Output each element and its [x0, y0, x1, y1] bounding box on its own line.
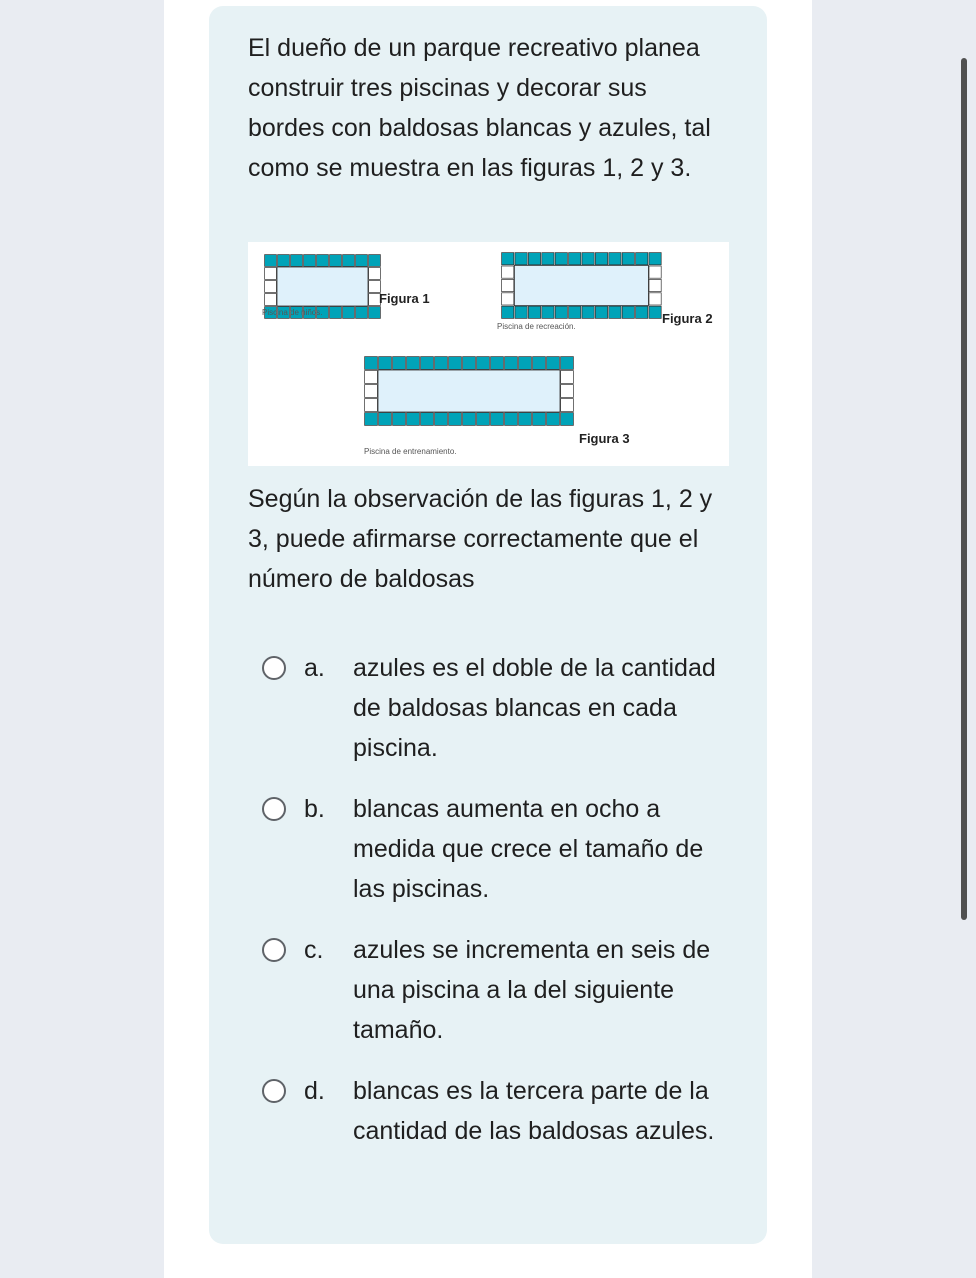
- white-tile: [561, 399, 574, 412]
- blue-tile: [622, 306, 634, 318]
- blue-tile: [343, 255, 355, 267]
- option-c-letter: c.: [304, 936, 324, 964]
- blue-tile: [491, 413, 504, 426]
- figure-3-label: Figura 3: [579, 431, 630, 446]
- blue-tile: [555, 253, 567, 265]
- blue-tile: [533, 357, 546, 370]
- question-prompt: Según la observación de las figuras 1, 2 y 3, puede afirmarse correctamente que el número de baldosas: [248, 485, 713, 593]
- blue-tile: [519, 413, 532, 426]
- blue-tile: [369, 255, 381, 267]
- blue-tile: [477, 413, 490, 426]
- blue-tile: [449, 357, 462, 370]
- option-a-text: azules es el doble de la cantidad de baldosas blancas en cada piscina.: [353, 654, 716, 762]
- white-tile: [265, 268, 277, 280]
- blue-tile: [582, 253, 594, 265]
- option-a[interactable]: [262, 648, 732, 768]
- option-b-text: blancas aumenta en ocho a medida que crece el tamaño de las piscinas.: [353, 795, 704, 903]
- option-c-text: azules se incrementa en seis de una piscina a la del siguiente tamaño.: [353, 936, 711, 1044]
- blue-tile: [502, 306, 514, 318]
- blue-tile: [369, 307, 381, 319]
- blue-tile: [515, 306, 527, 318]
- option-d-letter: d.: [304, 1077, 325, 1105]
- blue-tile: [330, 255, 342, 267]
- blue-tile: [407, 413, 420, 426]
- figure-1-label: Figura 1: [379, 291, 430, 306]
- blue-tile: [569, 306, 581, 318]
- figure-1-pool-name: Piscina de niños.: [262, 308, 323, 317]
- white-tile: [649, 279, 661, 291]
- blue-tile: [561, 357, 574, 370]
- blue-tile: [379, 413, 392, 426]
- white-tile: [502, 279, 514, 291]
- blue-tile: [649, 253, 661, 265]
- blue-tile: [356, 255, 368, 267]
- blue-tile: [317, 255, 329, 267]
- scrollbar-thumb[interactable]: [961, 58, 967, 920]
- pool-water: [514, 265, 648, 305]
- figure-panel: [248, 242, 729, 466]
- pool-water: [277, 267, 368, 306]
- blue-tile: [463, 413, 476, 426]
- blue-tile: [569, 253, 581, 265]
- white-tile: [265, 294, 277, 306]
- blue-tile: [528, 253, 540, 265]
- blue-tile: [622, 253, 634, 265]
- question-card: [209, 6, 767, 1244]
- blue-tile: [609, 306, 621, 318]
- blue-tile: [435, 357, 448, 370]
- blue-tile: [278, 255, 290, 267]
- scrollbar[interactable]: [958, 0, 970, 1278]
- option-d[interactable]: [262, 1071, 732, 1191]
- blue-tile: [649, 306, 661, 318]
- white-tile: [649, 266, 661, 278]
- figure-2-pool: [502, 253, 662, 319]
- blue-tile: [449, 413, 462, 426]
- white-tile: [365, 371, 378, 384]
- white-tile: [265, 281, 277, 293]
- blue-tile: [304, 255, 316, 267]
- blue-tile: [609, 253, 621, 265]
- white-tile: [561, 385, 574, 398]
- blue-tile: [636, 306, 648, 318]
- blue-tile: [407, 357, 420, 370]
- option-a-letter: a.: [304, 654, 325, 682]
- blue-tile: [365, 357, 378, 370]
- question-text: El dueño de un parque recreativo planea construir tres piscinas y decorar sus bordes con baldosas blancas y azules, tal como se muestra en las figuras 1, 2 y 3.: [248, 34, 711, 182]
- blue-tile: [519, 357, 532, 370]
- blue-tile: [555, 306, 567, 318]
- blue-tile: [582, 306, 594, 318]
- blue-tile: [421, 357, 434, 370]
- blue-tile: [547, 357, 560, 370]
- blue-tile: [356, 307, 368, 319]
- figure-3-pool-name: Piscina de entrenamiento.: [364, 447, 457, 456]
- blue-tile: [291, 255, 303, 267]
- option-d-text: blancas es la tercera parte de la cantidad de las baldosas azules.: [353, 1077, 715, 1145]
- blue-tile: [595, 253, 607, 265]
- blue-tile: [330, 307, 342, 319]
- blue-tile: [502, 253, 514, 265]
- blue-tile: [435, 413, 448, 426]
- blue-tile: [505, 413, 518, 426]
- radio-button-c[interactable]: [262, 938, 286, 962]
- white-tile: [369, 268, 381, 280]
- radio-button-b[interactable]: [262, 797, 286, 821]
- radio-button-d[interactable]: [262, 1079, 286, 1103]
- figure-2-label: Figura 2: [662, 311, 713, 326]
- blue-tile: [463, 357, 476, 370]
- blue-tile: [505, 357, 518, 370]
- blue-tile: [547, 413, 560, 426]
- figure-3-pool: [365, 357, 574, 426]
- white-tile: [502, 266, 514, 278]
- blue-tile: [343, 307, 355, 319]
- white-tile: [365, 399, 378, 412]
- blue-tile: [636, 253, 648, 265]
- blue-tile: [595, 306, 607, 318]
- option-c[interactable]: [262, 930, 732, 1050]
- white-tile: [561, 371, 574, 384]
- pool-water: [378, 370, 560, 412]
- blue-tile: [542, 306, 554, 318]
- blue-tile: [528, 306, 540, 318]
- blue-tile: [561, 413, 574, 426]
- white-tile: [649, 293, 661, 305]
- figure-2-pool-name: Piscina de recreación.: [497, 322, 576, 331]
- blue-tile: [379, 357, 392, 370]
- blue-tile: [515, 253, 527, 265]
- blue-tile: [491, 357, 504, 370]
- blue-tile: [533, 413, 546, 426]
- blue-tile: [542, 253, 554, 265]
- white-tile: [365, 385, 378, 398]
- blue-tile: [393, 413, 406, 426]
- blue-tile: [265, 255, 277, 267]
- radio-button-a[interactable]: [262, 656, 286, 680]
- blue-tile: [365, 413, 378, 426]
- blue-tile: [393, 357, 406, 370]
- blue-tile: [421, 413, 434, 426]
- blue-tile: [477, 357, 490, 370]
- option-b[interactable]: [262, 789, 732, 909]
- pool-figures: [248, 242, 729, 466]
- white-tile: [502, 293, 514, 305]
- option-b-letter: b.: [304, 795, 325, 823]
